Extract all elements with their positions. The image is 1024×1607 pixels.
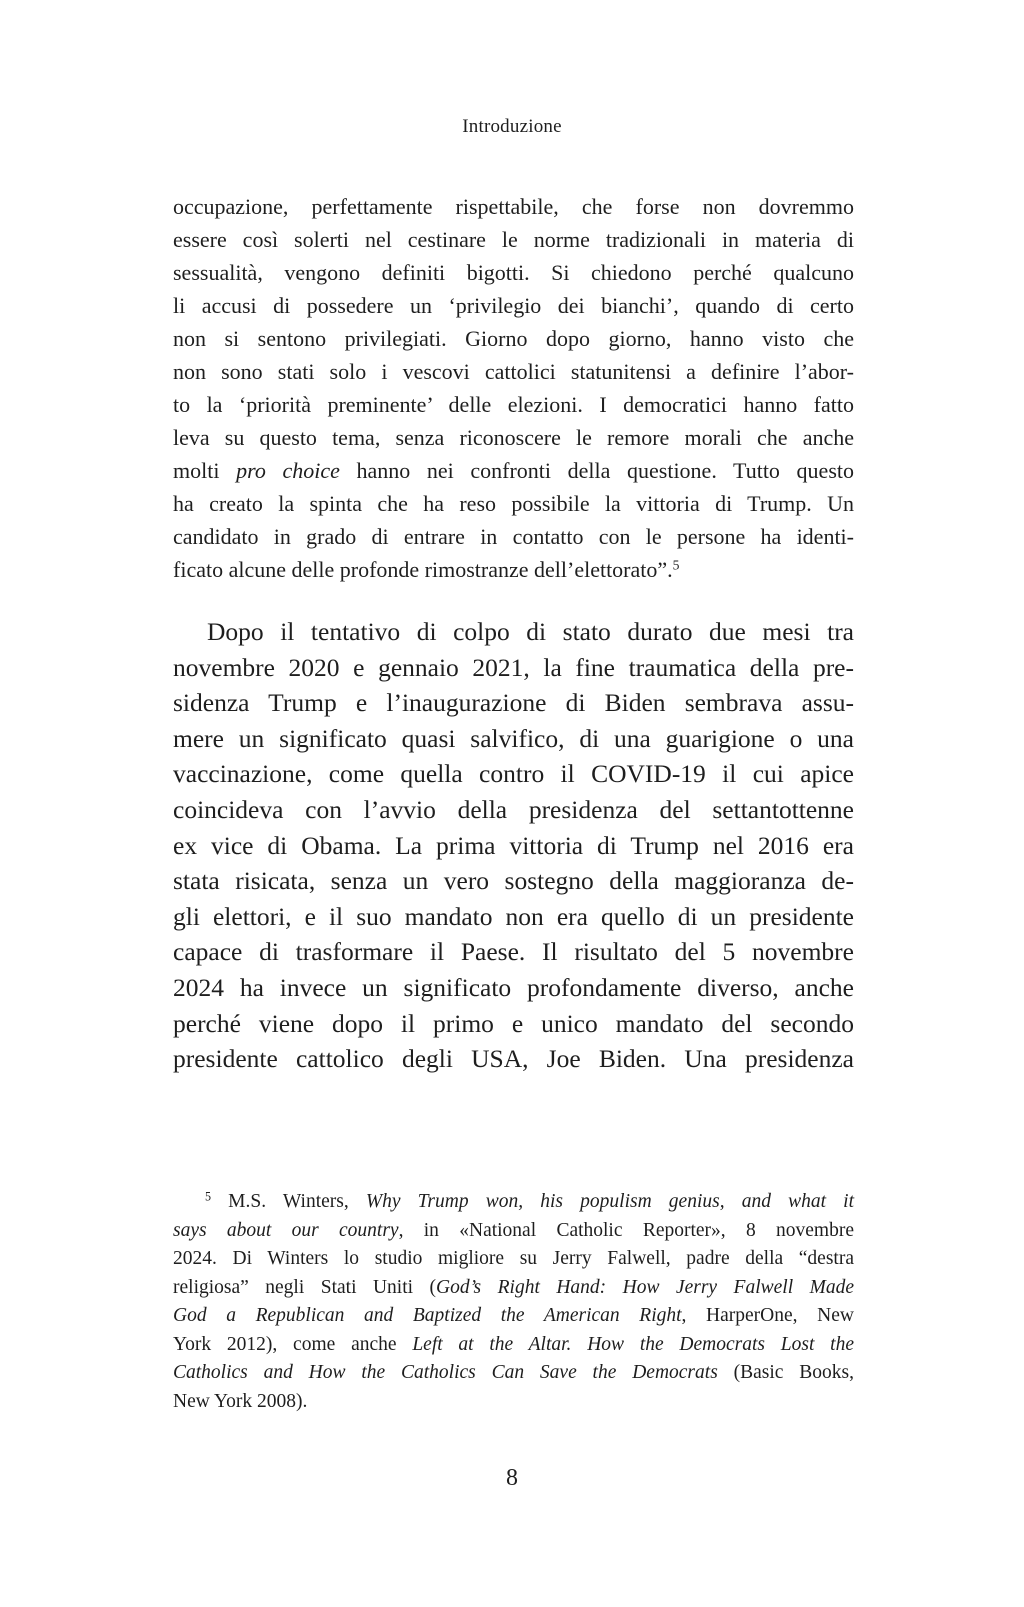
body-line-11: 2024 ha invece un significato profondamente diverso, anche (173, 972, 854, 1002)
body-line-2: novembre 2020 e gennaio 2021, la fine traumatica della pre- (173, 652, 854, 682)
footnote-italic-title: Why Trump won, his populism genius, and what it (365, 1191, 855, 1212)
running-header: Introduzione (462, 116, 562, 137)
body-line-5: vaccinazione, come quella contro il COVID-19 il cui apice (173, 759, 854, 789)
footnote-line-8: New York 2008). (173, 1390, 308, 1412)
footnote-italic-title: Left at the Altar. How the Democrats Lost the (412, 1333, 854, 1355)
body-line-1: Dopo il tentativo di colpo di stato durato due mesi tra (207, 617, 854, 646)
footnote-italic-title: Catholics and How the Catholics Can Save the Democrats (173, 1362, 718, 1383)
body-line-9: gli elettori, e il suo mandato non era quello di un presidente (173, 901, 854, 931)
footnote-italic-title: says about our country (173, 1219, 399, 1241)
footnote-text: York 2012), come anche (173, 1333, 413, 1355)
footnote-line-6 (173, 1331, 854, 1360)
quote-line-8: leva su questo tema, senza riconoscere le remore morali che anche (173, 425, 854, 450)
footnote-italic-title: God a Republican and Baptized the American Right (173, 1305, 682, 1326)
quote-line-9-prefix: molti (173, 458, 237, 483)
footnote (173, 1188, 854, 1416)
quote-line-11: candidato in grado di entrare in contatto con le persone ha identi- (173, 524, 854, 549)
footnote-text: , in «National Catholic Reporter», 8 novembre (398, 1219, 854, 1241)
quote-line-12-text: ficato alcune delle profonde rimostranze dell’elettorato”. (173, 557, 673, 582)
page-number: 8 (506, 1465, 518, 1491)
footnote-text: religiosa” negli Stati Uniti ( (173, 1276, 436, 1298)
quote-line-4: li accusi di possedere un ‘privilegio dei bianchi’, quando di certo (173, 293, 854, 318)
body-line-7: ex vice di Obama. La prima vittoria di Trump nel 2016 era (173, 830, 854, 860)
body-line-13: presidente cattolico degli USA, Joe Biden. Una presidenza (173, 1044, 854, 1074)
quote-line-2: essere così solerti nel cestinare le norme tradizionali in materia di (173, 227, 854, 252)
footnote-italic-title: God’s Right Hand: How Jerry Falwell Made (436, 1276, 854, 1298)
body-line-10: capace di trasformare il Paese. Il risultato del 5 novembre (173, 937, 854, 967)
footnote-number: 5 (205, 1189, 212, 1204)
quote-line-9 (173, 454, 854, 487)
footnote-line-2 (173, 1217, 854, 1246)
body-line-12: perché viene dopo il primo e unico mandato del secondo (173, 1008, 854, 1038)
footnote-line-4 (173, 1274, 854, 1303)
quote-line-1: occupazione, perfettamente rispettabile, che forse non dovremmo (173, 194, 854, 219)
footnote-line-1 (173, 1188, 854, 1217)
quote-line-5: non si sentono privilegiati. Giorno dopo giorno, hanno visto che (173, 326, 854, 351)
footnote-text: , HarperOne, New (681, 1305, 854, 1326)
body-paragraph (173, 614, 854, 1077)
italic-term: pro choice (236, 458, 340, 483)
body-line-3: sidenza Trump e l’inaugurazione di Biden sembrava assu- (173, 688, 854, 718)
footnote-line-3: 2024. Di Winters lo studio migliore su Jerry Falwell, padre della “destra (173, 1248, 854, 1269)
quoted-passage (173, 190, 854, 586)
footnote-line-5 (173, 1302, 854, 1331)
quote-line-12 (173, 553, 854, 586)
body-line-6: coincideva con l’avvio della presidenza del settantottenne (173, 794, 854, 824)
body-line-4: mere un significato quasi salvifico, di una guarigione o una (173, 723, 854, 753)
quote-line-6: non sono stati solo i vescovi cattolici statunitensi a definire l’abor- (173, 359, 854, 384)
body-line-8: stata risicata, senza un vero sostegno della maggioranza de- (173, 866, 854, 896)
quote-line-10: ha creato la spinta che ha reso possibile la vittoria di Trump. Un (173, 491, 854, 516)
footnote-text: (Basic Books, (717, 1362, 854, 1383)
footnote-line-7 (173, 1359, 854, 1388)
footnote-text: M.S. Winters, (211, 1191, 366, 1212)
quote-line-3: sessualità, vengono definiti bigotti. Si chiedono perché qualcuno (173, 260, 854, 285)
quote-line-7: to la ‘priorità preminente’ delle elezioni. I democratici hanno fatto (173, 392, 854, 417)
quote-line-9-rest: hanno nei confronti della questione. Tutto questo (356, 458, 854, 483)
footnote-reference[interactable]: 5 (672, 557, 680, 573)
